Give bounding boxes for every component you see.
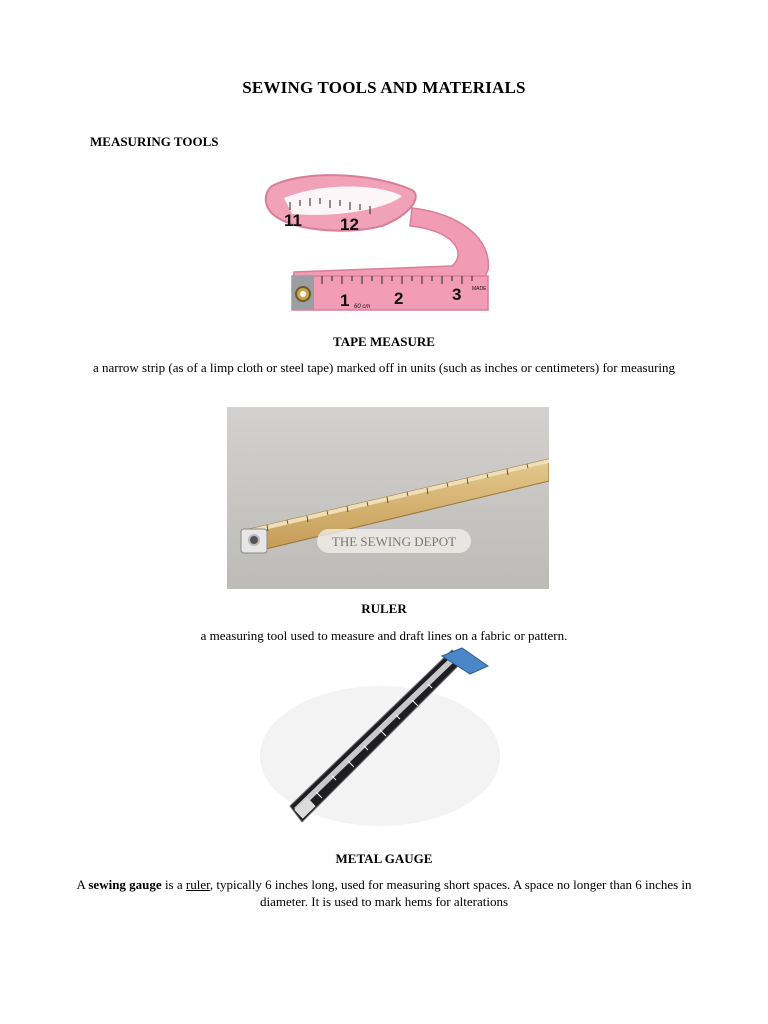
tape-number-1: 1 [340, 291, 350, 310]
tape-measure-description: a narrow strip (as of a limp cloth or steel tape) marked off in units (such as inches or centimeters) for measuring [92, 360, 676, 375]
tape-number-3: 3 [452, 285, 462, 304]
desc-post: , typically 6 inches long, used for measuring short spaces. A space no longer than 6 inches in diameter. It is used to mark hems for alterations [209, 877, 692, 909]
term-sewing-gauge: sewing gauge [88, 877, 162, 892]
ruler-caption: RULER [361, 601, 407, 616]
ruler-watermark: THE SEWING DEPOT [331, 534, 457, 549]
metal-gauge-caption: METAL GAUGE [335, 851, 433, 866]
tape-number-11: 11 [284, 211, 302, 230]
desc-pre: A [76, 877, 89, 892]
ruler-description: a measuring tool used to measure and draft lines on a fabric or pattern. [200, 628, 568, 643]
metal-gauge-image [256, 646, 502, 832]
metal-gauge-description [70, 876, 698, 910]
tape-brand-label: MADE [472, 286, 487, 292]
tape-measure-caption: TAPE MEASURE [333, 334, 435, 349]
document-title: SEWING TOOLS AND MATERIALS [242, 78, 526, 97]
tape-measure-image [262, 168, 498, 316]
ruler-image [227, 407, 549, 589]
ruler-link[interactable]: ruler [185, 877, 210, 892]
tape-number-12: 12 [340, 215, 359, 234]
section-heading: MEASURING TOOLS [90, 134, 219, 149]
tape-number-2: 2 [394, 289, 404, 308]
tape-unit-label: 60 cm [354, 304, 371, 310]
desc-mid: is a [161, 877, 186, 892]
